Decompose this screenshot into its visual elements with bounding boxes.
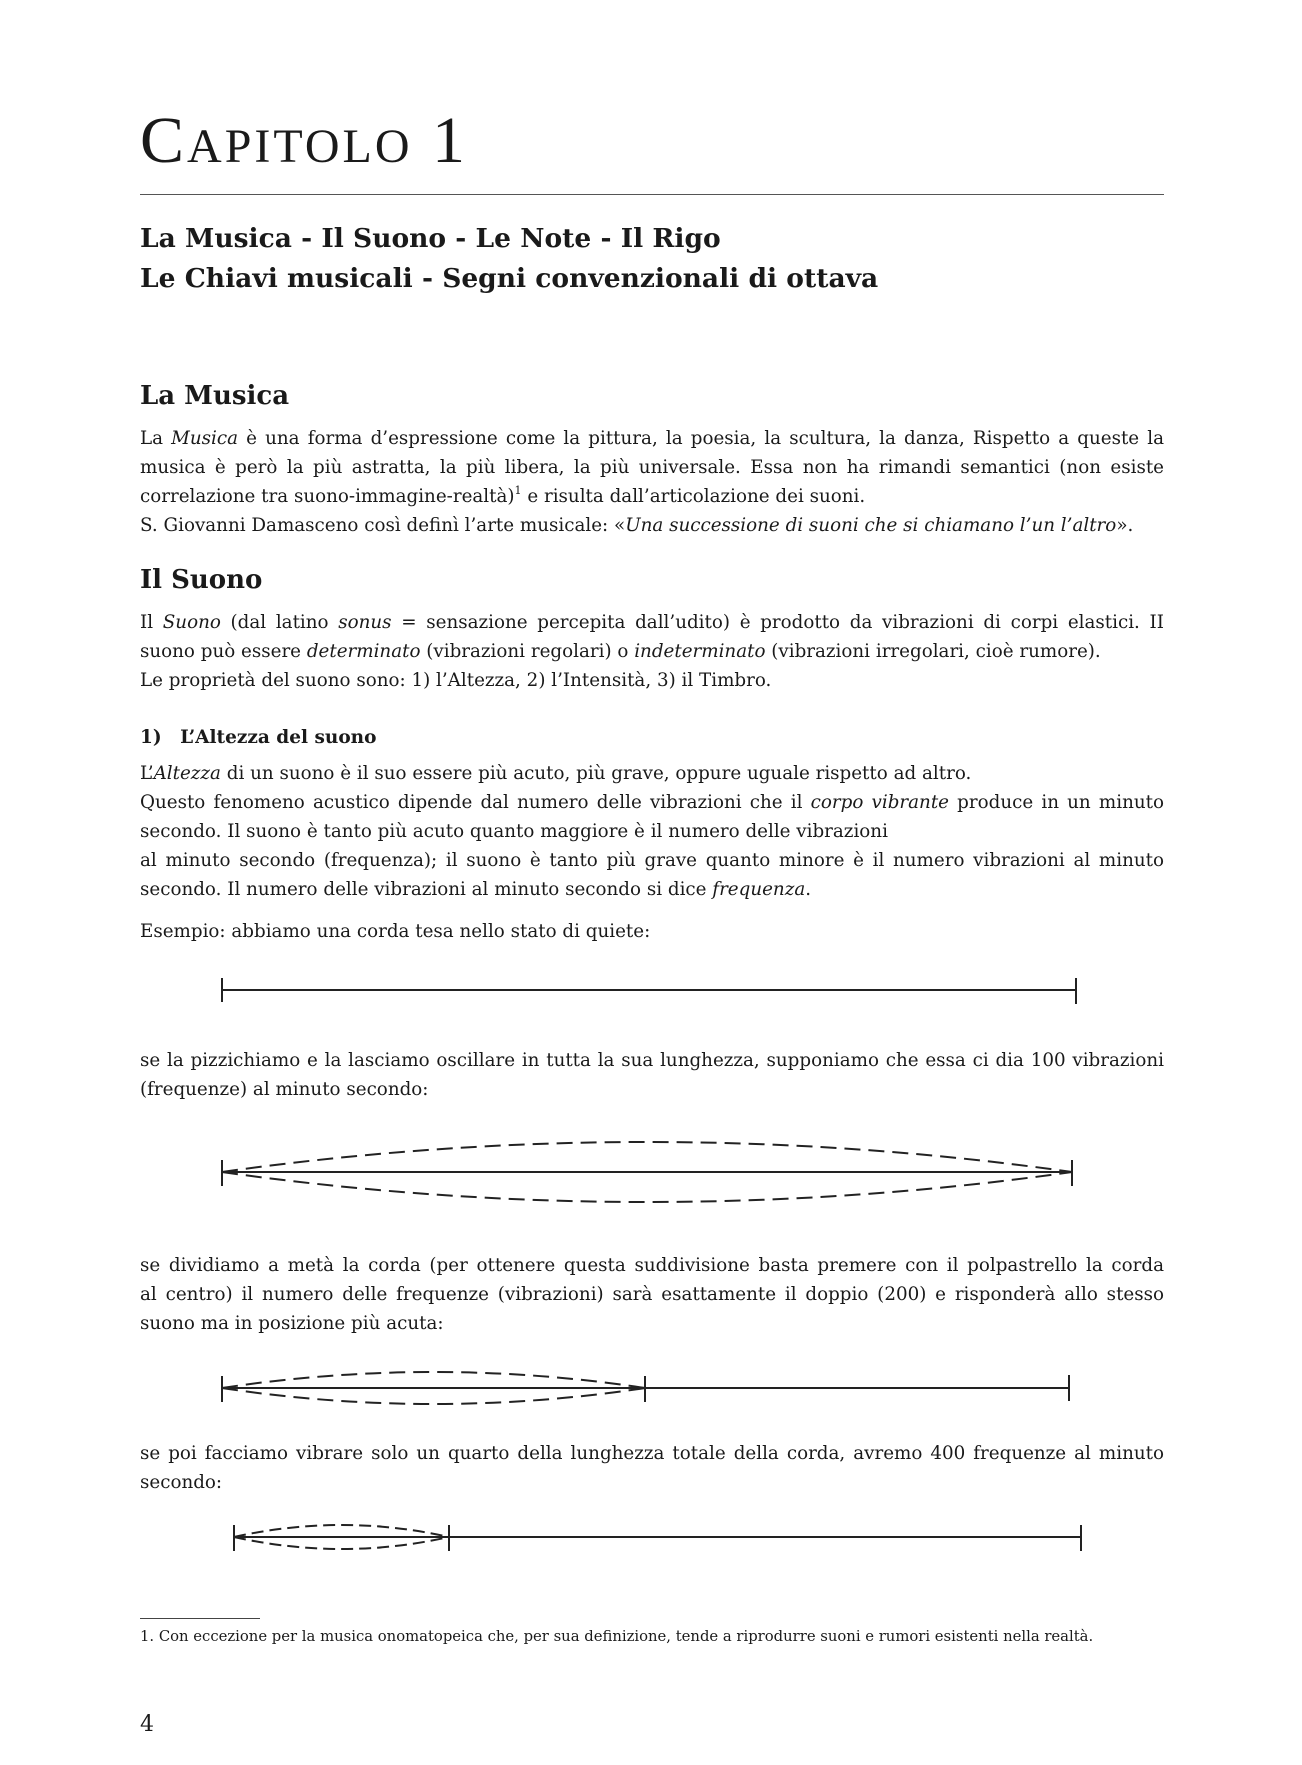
text-line: L’Altezza di un suono è il suo essere più acuto, più grave, oppure uguale rispetto ad altro. xyxy=(140,763,972,784)
figure-quarter-vibration xyxy=(0,1515,1302,1575)
heading-altezza: 1) L’Altezza del suono xyxy=(140,727,377,748)
text-line: La Musica è una forma d’espressione come la pittura, la poesia, la scultura, la danza, Rispetto a queste la xyxy=(140,428,1164,449)
text-line: suono può essere determinato (vibrazioni regolari) o indeterminato (vibrazioni irregolari, cioè rumore). xyxy=(140,641,1101,662)
text-line: se dividiamo a metà la corda (per ottenere questa suddivisione basta premere con il polpastrello la corda xyxy=(140,1255,1164,1276)
text-line: (frequenze) al minuto secondo: xyxy=(140,1079,429,1100)
paragraph-la-musica xyxy=(140,424,1164,540)
text-line: al centro) il numero delle frequenze (vibrazioni) sarà esattamente il doppio (200) e risponderà allo stesso xyxy=(140,1284,1164,1305)
text-line: al minuto secondo (frequenza); il suono è tanto più grave quanto minore è il numero vibrazioni al minuto xyxy=(140,850,1164,871)
heading-il-suono: Il Suono xyxy=(140,565,263,595)
text-line: se poi facciamo vibrare solo un quarto della lunghezza totale della corda, avremo 400 frequenze al minuto xyxy=(140,1443,1164,1464)
text-line: S. Giovanni Damasceno così definì l’arte musicale: «Una successione di suoni che si chiamano l’un l’altro». xyxy=(140,515,1134,536)
text-line: Le proprietà del suono sono: 1) l’Altezza, 2) l’Intensità, 3) il Timbro. xyxy=(140,670,772,691)
text-line: Il Suono (dal latino sonus = sensazione percepita dall’udito) è prodotto da vibrazioni di corpi elastici. II xyxy=(140,612,1164,633)
paragraph-pluck xyxy=(140,1046,1164,1104)
figure-string-at-rest xyxy=(0,975,1302,1005)
figure-half-vibration xyxy=(0,1360,1302,1420)
text-line: suono ma in posizione più acuta: xyxy=(140,1313,444,1334)
paragraph-half xyxy=(140,1251,1164,1338)
footnote-ref: 1 xyxy=(514,484,522,497)
subtitle-line-2: Le Chiavi musicali - Segni convenzionali di ottava xyxy=(140,263,879,294)
text-line: secondo. Il numero delle vibrazioni al minuto secondo si dice frequenza. xyxy=(140,879,812,900)
chapter-title: CAPITOLO 1 xyxy=(140,104,468,177)
paragraph-altezza xyxy=(140,759,1164,904)
chapter-rule xyxy=(140,194,1164,195)
paragraph-example xyxy=(140,917,1164,946)
chapter-subtitle xyxy=(140,219,878,299)
paragraph-quarter xyxy=(140,1439,1164,1497)
text-line: musica è però la più astratta, la più libera, la più universale. Essa non ha rimandi semantici (non esiste xyxy=(140,457,1164,478)
text-line: secondo: xyxy=(140,1472,223,1493)
text-line: correlazione tra suono-immagine-realtà)$^1$ e risulta dall’articolazione dei suoni. xyxy=(140,484,866,507)
paragraph-il-suono xyxy=(140,608,1164,695)
subtitle-line-1: La Musica - Il Suono - Le Note - Il Rigo xyxy=(140,223,721,254)
figure-full-vibration xyxy=(0,1130,1302,1210)
text-line: se la pizzichiamo e la lasciamo oscillare in tutta la sua lunghezza, supponiamo che essa ci dia 100 vibrazioni xyxy=(140,1050,1164,1071)
text-line: secondo. Il suono è tanto più acuto quanto maggiore è il numero delle vibrazioni xyxy=(140,821,888,842)
footnote-rule xyxy=(140,1618,260,1619)
text-line: Esempio: abbiamo una corda tesa nello stato di quiete: xyxy=(140,921,651,942)
heading-la-musica: La Musica xyxy=(140,381,290,411)
footnote: 1. Con eccezione per la musica onomatopeica che, per sua definizione, tende a riprodurre suoni e rumori esistenti nella realtà. xyxy=(140,1628,1094,1645)
page-number: 4 xyxy=(140,1712,154,1737)
text-line: Questo fenomeno acustico dipende dal numero delle vibrazioni che il corpo vibrante produce in un minuto xyxy=(140,792,1164,813)
